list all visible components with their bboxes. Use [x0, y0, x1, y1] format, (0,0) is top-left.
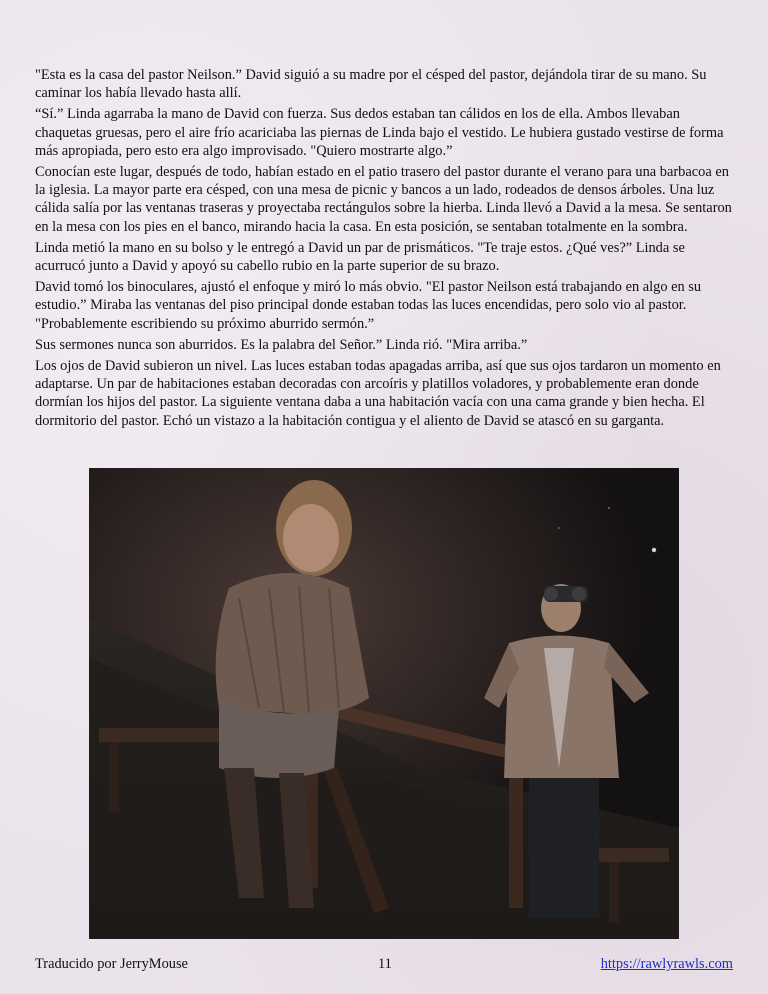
page-number: 11 — [378, 956, 392, 972]
paragraph-5: David tomó los binoculares, ajustó el enfoque y miró lo más obvio. "El pastor Neilson está trabajando en algo en su estudio.” Miraba las ventanas del piso principal donde estaban todas las luces encendidas, pero solo vio al pastor. "Probablemente escribiendo su próximo aburrido sermón.” — [35, 279, 702, 332]
night-scene-image — [89, 468, 679, 939]
story-text — [35, 66, 735, 433]
website-link[interactable]: https://rawlyrawls.com — [600, 956, 733, 972]
page-footer — [35, 956, 733, 976]
paragraph-7: Los ojos de David subieron un nivel. Las luces estaban todas apagadas arriba, así que sus ojos tardaron un momento en adaptarse. Un par de habitaciones estaban decoradas con arcoíris y platillos voladores, y probablemente eran donde dormían los hijos del pastor. La siguiente ventana daba a una habitación vacía con una cama grande y bien hecha. El dormitorio del pastor. Echó un vistazo a la habitación contigua y el aliento de David se atascó en su garganta. — [35, 358, 721, 429]
translator-credit: Traducido por JerryMouse — [35, 956, 188, 972]
paragraph-2: “Sí.” Linda agarraba la mano de David con fuerza. Sus dedos estaban tan cálidos en los de ella. Ambos llevaban chaquetas gruesas, pero el aire frío acariciaba las piernas de Linda bajo el vestido. Le hubiera gustado vestirse de forma más apropiada, pero esto era algo improvisado. "Quiero mostrarte algo.” — [35, 106, 724, 159]
paragraph-4: Linda metió la mano en su bolso y le entregó a David un par de prismáticos. "Te traje estos. ¿Qué ves?” Linda se acurrucó junto a David y apoyó su cabello rubio en la parte superior de su brazo. — [35, 239, 685, 275]
paragraph-1: "Esta es la casa del pastor Neilson.” David siguió a su madre por el césped del pastor, dejándola tirar de su mano. Su caminar los había llevado hasta allí. — [35, 67, 707, 102]
paragraph-3: Conocían este lugar, después de todo, habían estado en el patio trasero del pastor durante el verano para una barbacoa en la iglesia. La mayor parte era césped, con una mesa de picnic y bancos a un lado, rodeados de densos árboles. Una luz cálida salía por las ventanas traseras y proyectaba rectángulos sobre la hierba. Linda llevó a David a la mesa. Se sentaron en la mesa con los pies en el banco, mirando hacia la casa. En esta posición, se sentaban totalmente en la sombra. — [35, 164, 732, 235]
story-illustration — [89, 468, 679, 939]
paragraph-6: Sus sermones nunca son aburridos. Es la palabra del Señor.” Linda rió. "Mira arriba.” — [35, 336, 528, 353]
